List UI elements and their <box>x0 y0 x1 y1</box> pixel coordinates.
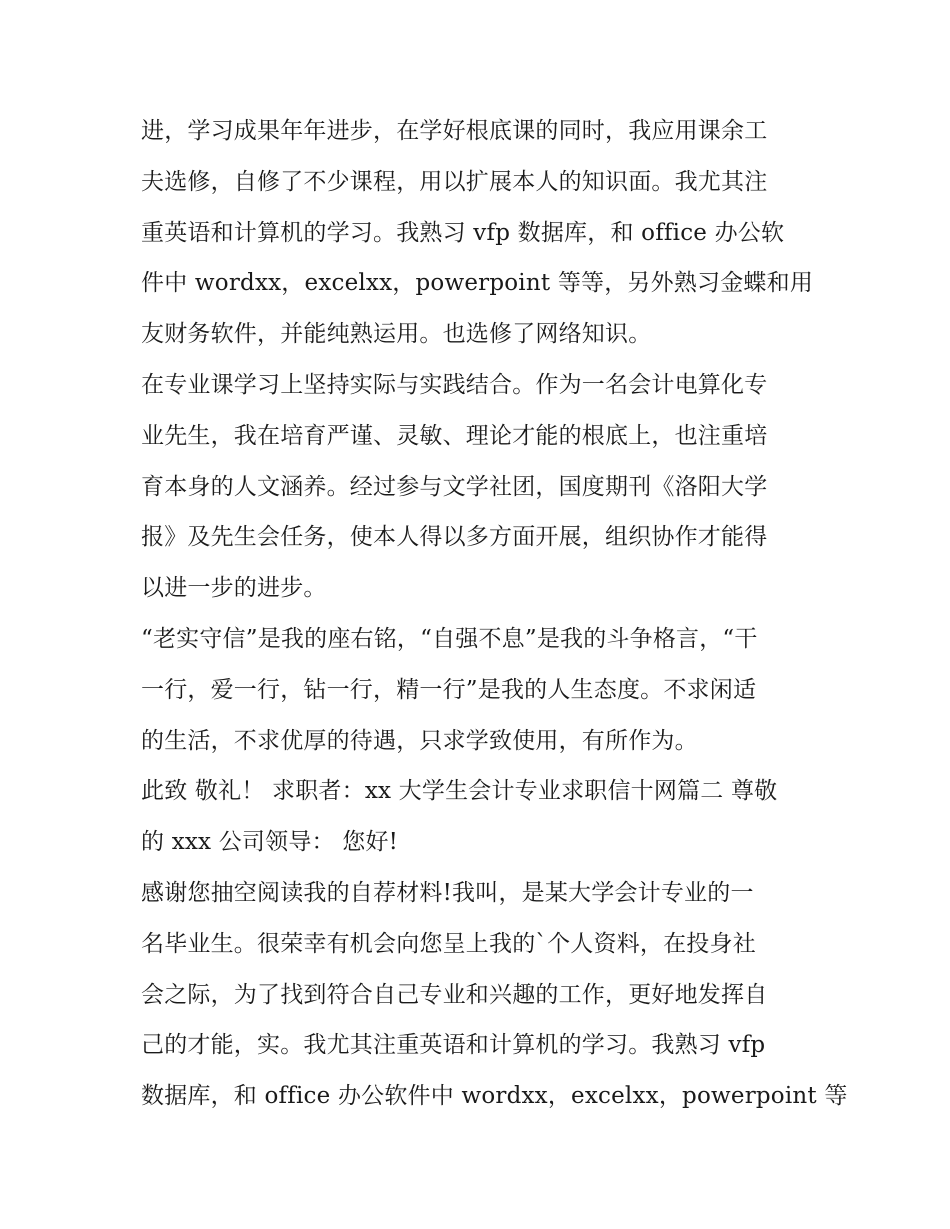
text-line: 件中 wordxx，excelxx，powerpoint 等等，另外熟习金蝶和用 <box>141 270 814 297</box>
text-line: 一行，爱一行，钻一行，精一行”是我的人生态度。不求闲适 <box>141 676 757 703</box>
document-body <box>141 106 848 1122</box>
text-line: 业先生，我在培育严谨、灵敏、理论才能的根底上，也注重培 <box>141 422 768 449</box>
text-line: 育本身的人文涵养。经过参与文学社团，国度期刊《洛阳大学 <box>141 473 768 500</box>
text-line: 的 xxx 公司领导： 您好! <box>141 829 399 856</box>
text-line: 己的才能，实。我尤其注重英语和计算机的学习。我熟习 vfp <box>141 1032 766 1059</box>
text-line: “老实守信”是我的座右铭，“自强不息”是我的斗争格言，“干 <box>141 625 758 652</box>
text-line: 友财务软件，并能纯熟运用。也选修了网络知识。 <box>141 321 652 348</box>
text-line: 进，学习成果年年进步，在学好根底课的同时，我应用课余工 <box>141 118 768 144</box>
text-line: 在专业课学习上坚持实际与实践结合。作为一名会计电算化专 <box>141 371 768 398</box>
text-line: 夫选修，自修了不少课程，用以扩展本人的知识面。我尤其注 <box>141 168 768 195</box>
text-line: 会之际，为了找到符合自己专业和兴趣的工作，更好地发挥自 <box>141 981 768 1008</box>
text-line: 名毕业生。很荣幸有机会向您呈上我的`个人资料，在投身社 <box>141 930 756 957</box>
text-line: 以进一步的进步。 <box>141 575 327 602</box>
text-line: 感谢您抽空阅读我的自荐材料!我叫，是某大学会计专业的一 <box>141 879 754 906</box>
text-line: 的生活，不求优厚的待遇，只求学致使用，有所作为。 <box>141 727 698 754</box>
text-line: 数据库，和 office 办公软件中 wordxx，excelxx，powerpoint 等 <box>141 1083 848 1110</box>
text-line: 报》及先生会任务，使本人得以多方面开展，组织协作才能得 <box>141 524 768 551</box>
text-line: 重英语和计算机的学习。我熟习 vfp 数据库，和 office 办公软 <box>141 219 785 246</box>
text-line: 此致 敬礼！ 求职者：xx 大学生会计专业求职信十网篇二 尊敬 <box>141 778 778 805</box>
